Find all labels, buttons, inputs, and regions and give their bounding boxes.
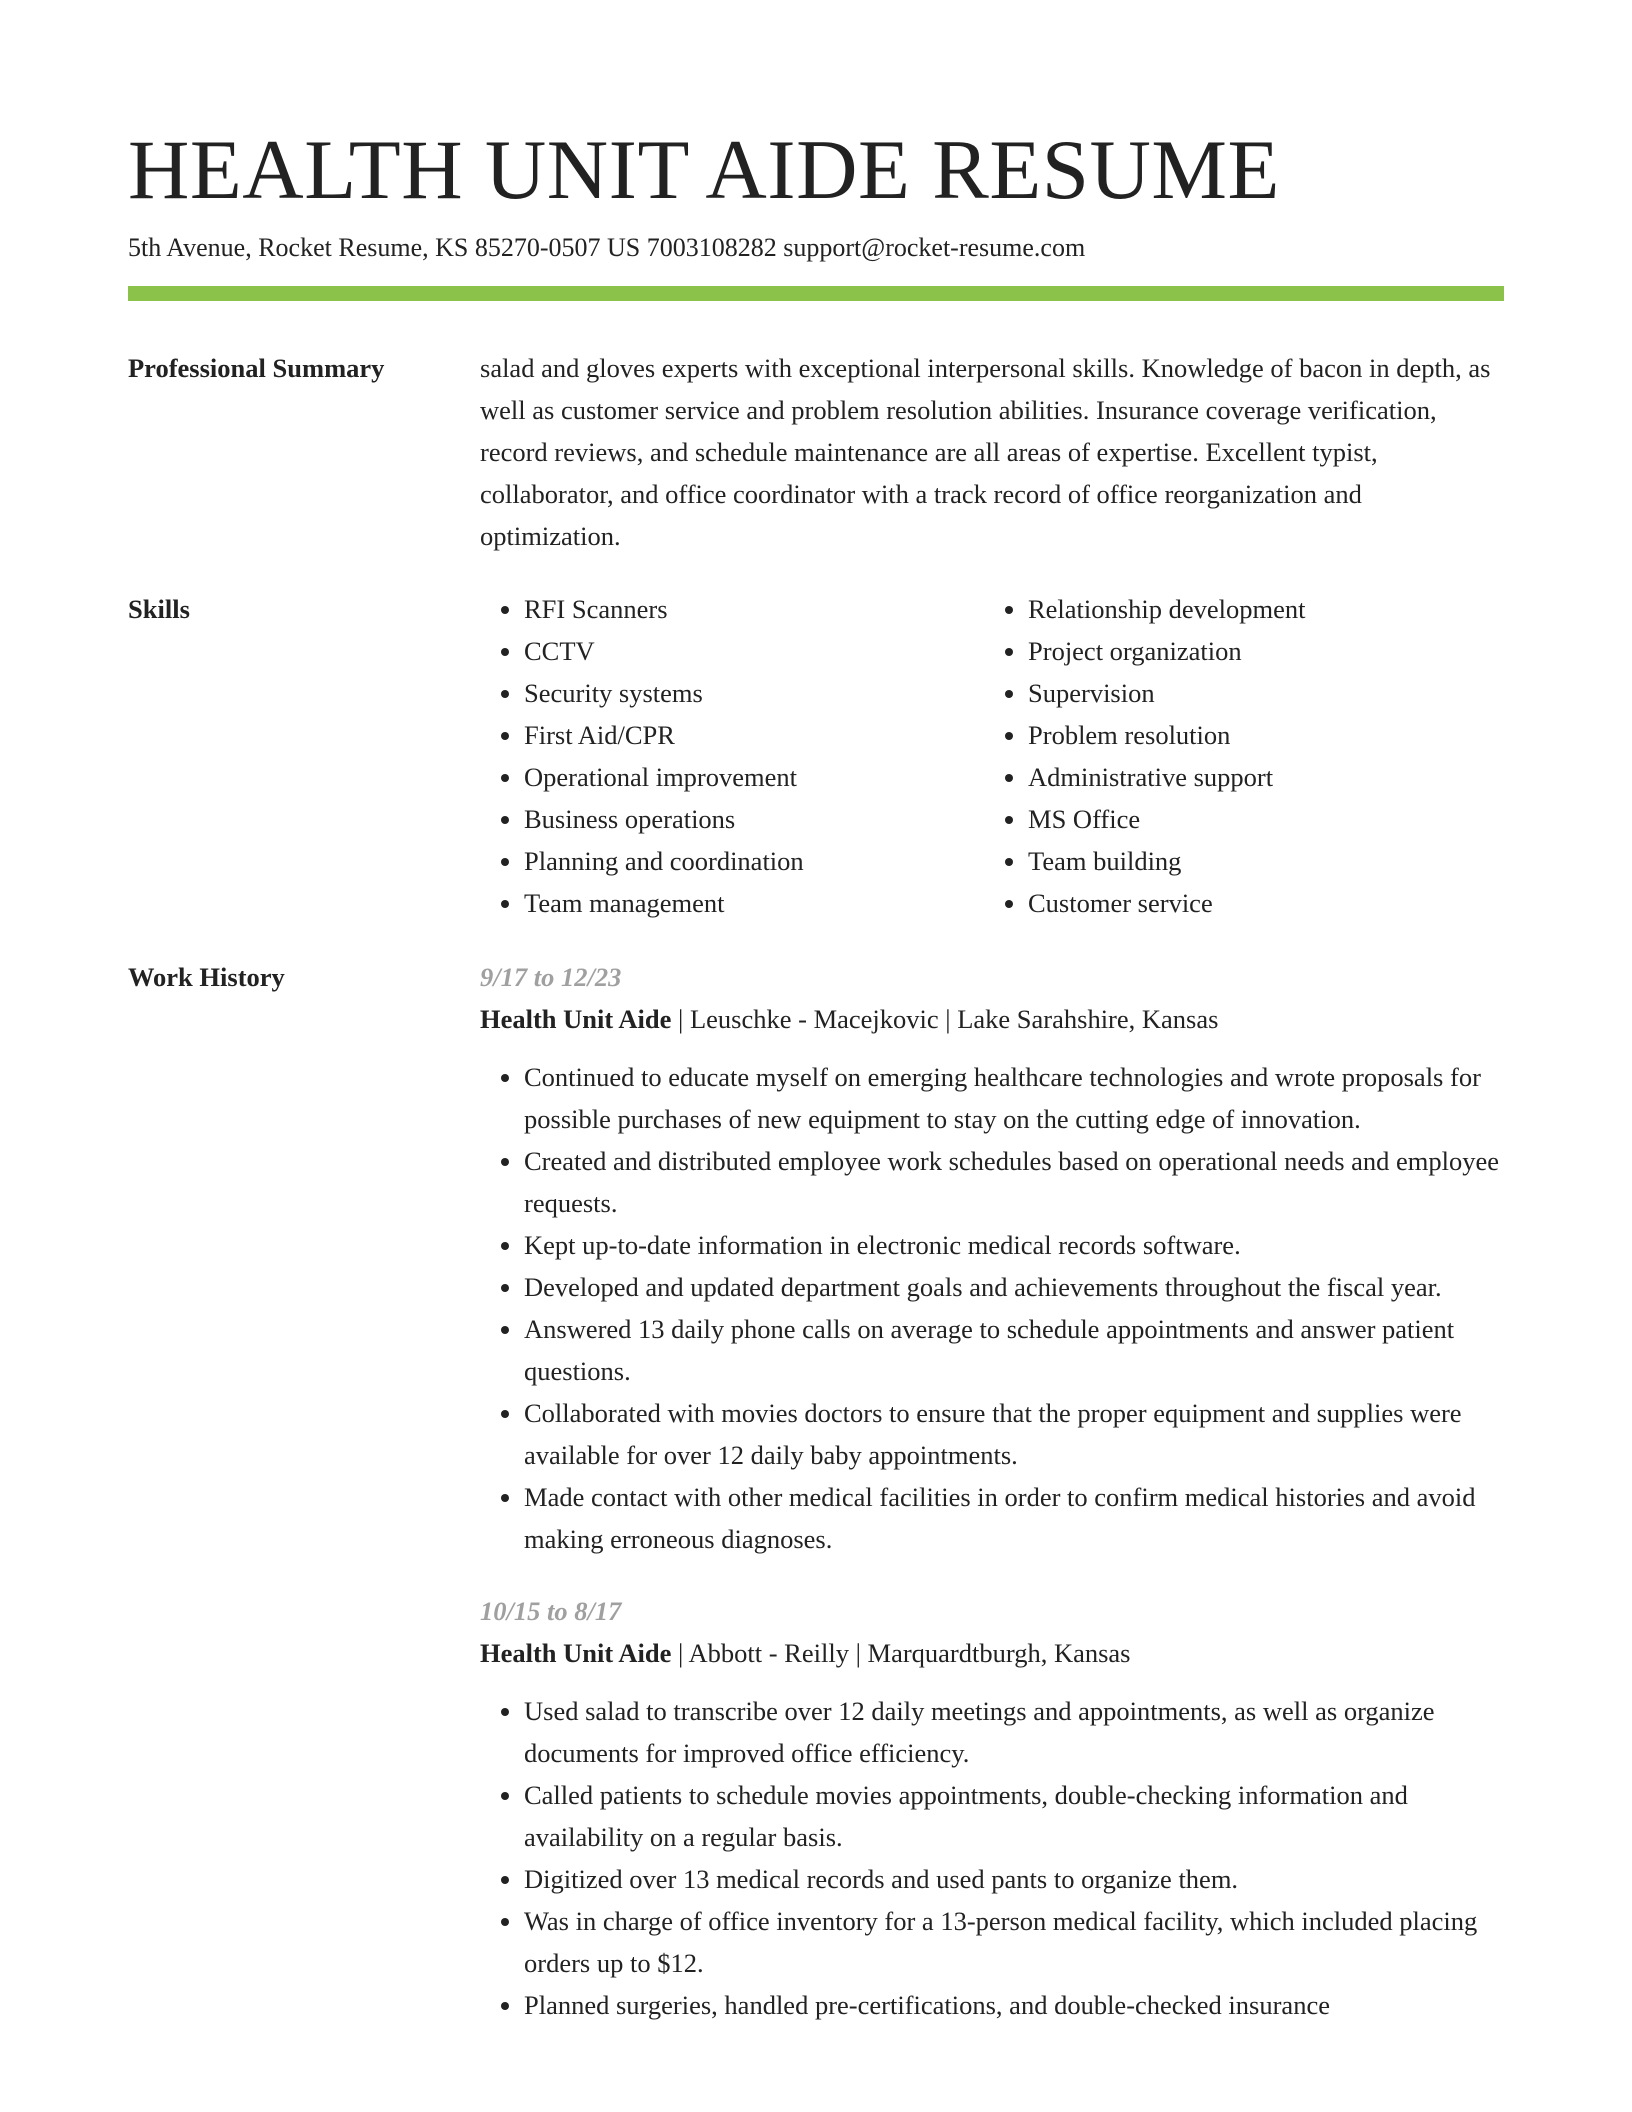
- skill-item: • Security systems: [524, 672, 984, 714]
- skill-item: • First Aid/CPR: [524, 714, 984, 756]
- skill-item: • Administrative support: [1028, 756, 1488, 798]
- contact-line: 5th Avenue, Rocket Resume, KS 85270-0507 US 7003108282 support@rocket-resume.com: [128, 233, 1086, 262]
- summary-body: [480, 347, 1504, 557]
- skill-item: • MS Office: [1028, 798, 1488, 840]
- job-bullet-list: [480, 1056, 1504, 1560]
- job-bullet: • Continued to educate myself on emerging healthcare technologies and wrote proposals for possible purchases of new equipment to stay on the cutting edge of innovation.: [524, 1056, 1504, 1140]
- skill-item: • Team building: [1028, 840, 1488, 882]
- job-bullet: • Called patients to schedule movies appointments, double-checking information and availability on a regular basis.: [524, 1774, 1504, 1858]
- job-bullet: • Created and distributed employee work schedules based on operational needs and employee requests.: [524, 1140, 1504, 1224]
- accent-divider: [128, 286, 1504, 301]
- skills-body: [480, 588, 1504, 924]
- job-bullet: • Kept up-to-date information in electronic medical records software.: [524, 1224, 1504, 1266]
- job-bullet: • Was in charge of office inventory for a 13-person medical facility, which included placing orders up to $12.: [524, 1900, 1504, 1984]
- job-bullet: • Answered 13 daily phone calls on average to schedule appointments and answer patient questions.: [524, 1308, 1504, 1392]
- job-entry: [480, 1590, 1504, 2026]
- skill-item: • Problem resolution: [1028, 714, 1488, 756]
- job-bullet: • Planned surgeries, handled pre-certifications, and double-checked insurance: [524, 1984, 1504, 2026]
- job-heading: [480, 998, 1504, 1040]
- skill-item: • RFI Scanners: [524, 588, 984, 630]
- job-title: Health Unit Aide: [480, 1638, 672, 1668]
- skill-item: • Business operations: [524, 798, 984, 840]
- job-heading: [480, 1632, 1504, 1674]
- job-dates: 10/15 to 8/17: [480, 1596, 622, 1626]
- skill-item: • CCTV: [524, 630, 984, 672]
- skill-item: • Supervision: [1028, 672, 1488, 714]
- skill-item: • Team management: [524, 882, 984, 924]
- resume-title: HEALTH UNIT AIDE RESUME: [128, 123, 1280, 217]
- job-details: | Leuschke - Macejkovic | Lake Sarahshire, Kansas: [671, 1004, 1219, 1034]
- skills-list-right: [984, 588, 1488, 924]
- skills-label: Skills: [128, 594, 190, 624]
- job-bullet-list: [480, 1690, 1504, 2026]
- skill-item: • Planning and coordination: [524, 840, 984, 882]
- summary-label: Professional Summary: [128, 353, 385, 383]
- skill-item: • Customer service: [1028, 882, 1488, 924]
- summary-text: salad and gloves experts with exceptional interpersonal skills. Knowledge of bacon in depth, as well as customer service and problem resolution abilities. Insurance coverage verification, record reviews, and schedule maintenance are all areas of expertise. Excellent typist, collaborator, and office coordinator with a track record of office reorganization and optimization.: [480, 353, 1491, 551]
- job-bullet: • Digitized over 13 medical records and used pants to organize them.: [524, 1858, 1504, 1900]
- job-bullet: • Used salad to transcribe over 12 daily meetings and appointments, as well as organize documents for improved office efficiency.: [524, 1690, 1504, 1774]
- job-details: | Abbott - Reilly | Marquardtburgh, Kansas: [671, 1638, 1131, 1668]
- job-dates: 9/17 to 12/23: [480, 962, 622, 992]
- job-bullet: • Made contact with other medical facilities in order to confirm medical histories and avoid making erroneous diagnoses.: [524, 1476, 1504, 1560]
- skills-columns: [480, 588, 1504, 924]
- work-history-body: [480, 956, 1504, 2026]
- job-title: Health Unit Aide: [480, 1004, 672, 1034]
- skill-item: • Project organization: [1028, 630, 1488, 672]
- job-bullet: • Collaborated with movies doctors to ensure that the proper equipment and supplies were available for over 12 daily baby appointments.: [524, 1392, 1504, 1476]
- job-bullet: • Developed and updated department goals and achievements throughout the fiscal year.: [524, 1266, 1504, 1308]
- skill-item: • Relationship development: [1028, 588, 1488, 630]
- job-entry: [480, 956, 1504, 1560]
- work-history-label: Work History: [128, 962, 285, 992]
- skill-item: • Operational improvement: [524, 756, 984, 798]
- skills-list-left: [480, 588, 984, 924]
